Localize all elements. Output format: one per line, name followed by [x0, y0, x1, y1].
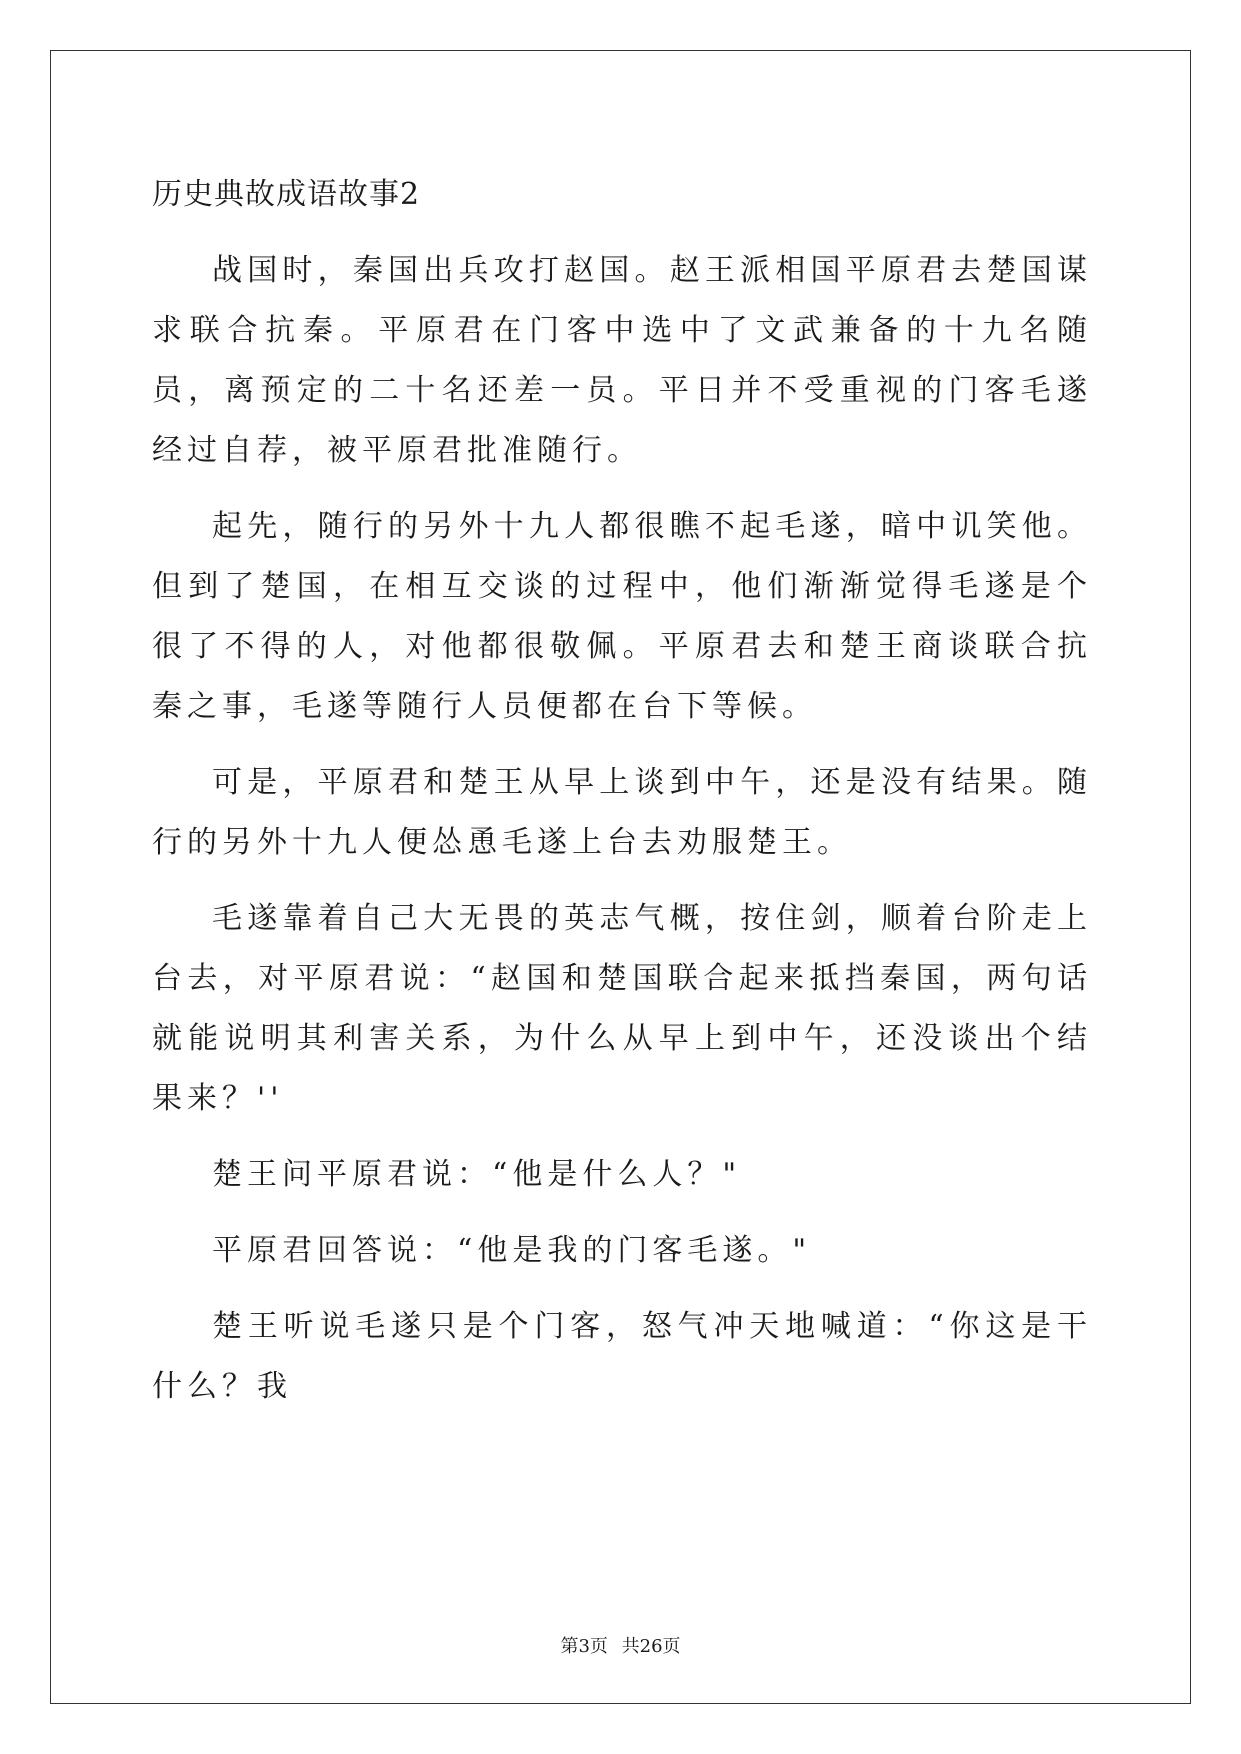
document-title: 历史典故成语故事2: [152, 177, 421, 212]
document-body: [152, 165, 1092, 1433]
paragraph: 可是，平原君和楚王从早上谈到中午，还是没有结果。随行的另外十九人便怂恿毛遂上台去劝服楚王。: [152, 765, 1092, 860]
paragraph: 战国时，秦国出兵攻打赵国。赵王派相国平原君去楚国谋求联合抗秦。平原君在门客中选中了文武兼备的十九名随员，离预定的二十名还差一员。平日并不受重视的门客毛遂经过自荐，被平原君批准随行。: [152, 253, 1092, 468]
paragraph: 平原君回答说：“他是我的门客毛遂。": [212, 1233, 812, 1268]
paragraph: 起先，随行的另外十九人都很瞧不起毛遂，暗中讥笑他。但到了楚国，在相互交谈的过程中，他们渐渐觉得毛遂是个很了不得的人，对他都很敬佩。平原君去和楚王商谈联合抗秦之事，毛遂等随行人员便都在台下等候。: [152, 509, 1092, 724]
paragraph: 楚王听说毛遂只是个门客，怒气冲天地喊道：“你这是干什么？我: [152, 1309, 1092, 1404]
page-footer: [0, 1635, 1241, 1659]
page-number: 第3页: [560, 1636, 608, 1657]
paragraph: 毛遂靠着自己大无畏的英志气概，按住剑，顺着台阶走上台去，对平原君说：“赵国和楚国联合起来抵挡秦国，两句话就能说明其利害关系，为什么从早上到中午，还没谈出个结果来？'': [152, 901, 1092, 1116]
paragraph: 楚王问平原君说：“他是什么人？": [212, 1157, 742, 1192]
page-total: 共26页: [621, 1636, 681, 1657]
